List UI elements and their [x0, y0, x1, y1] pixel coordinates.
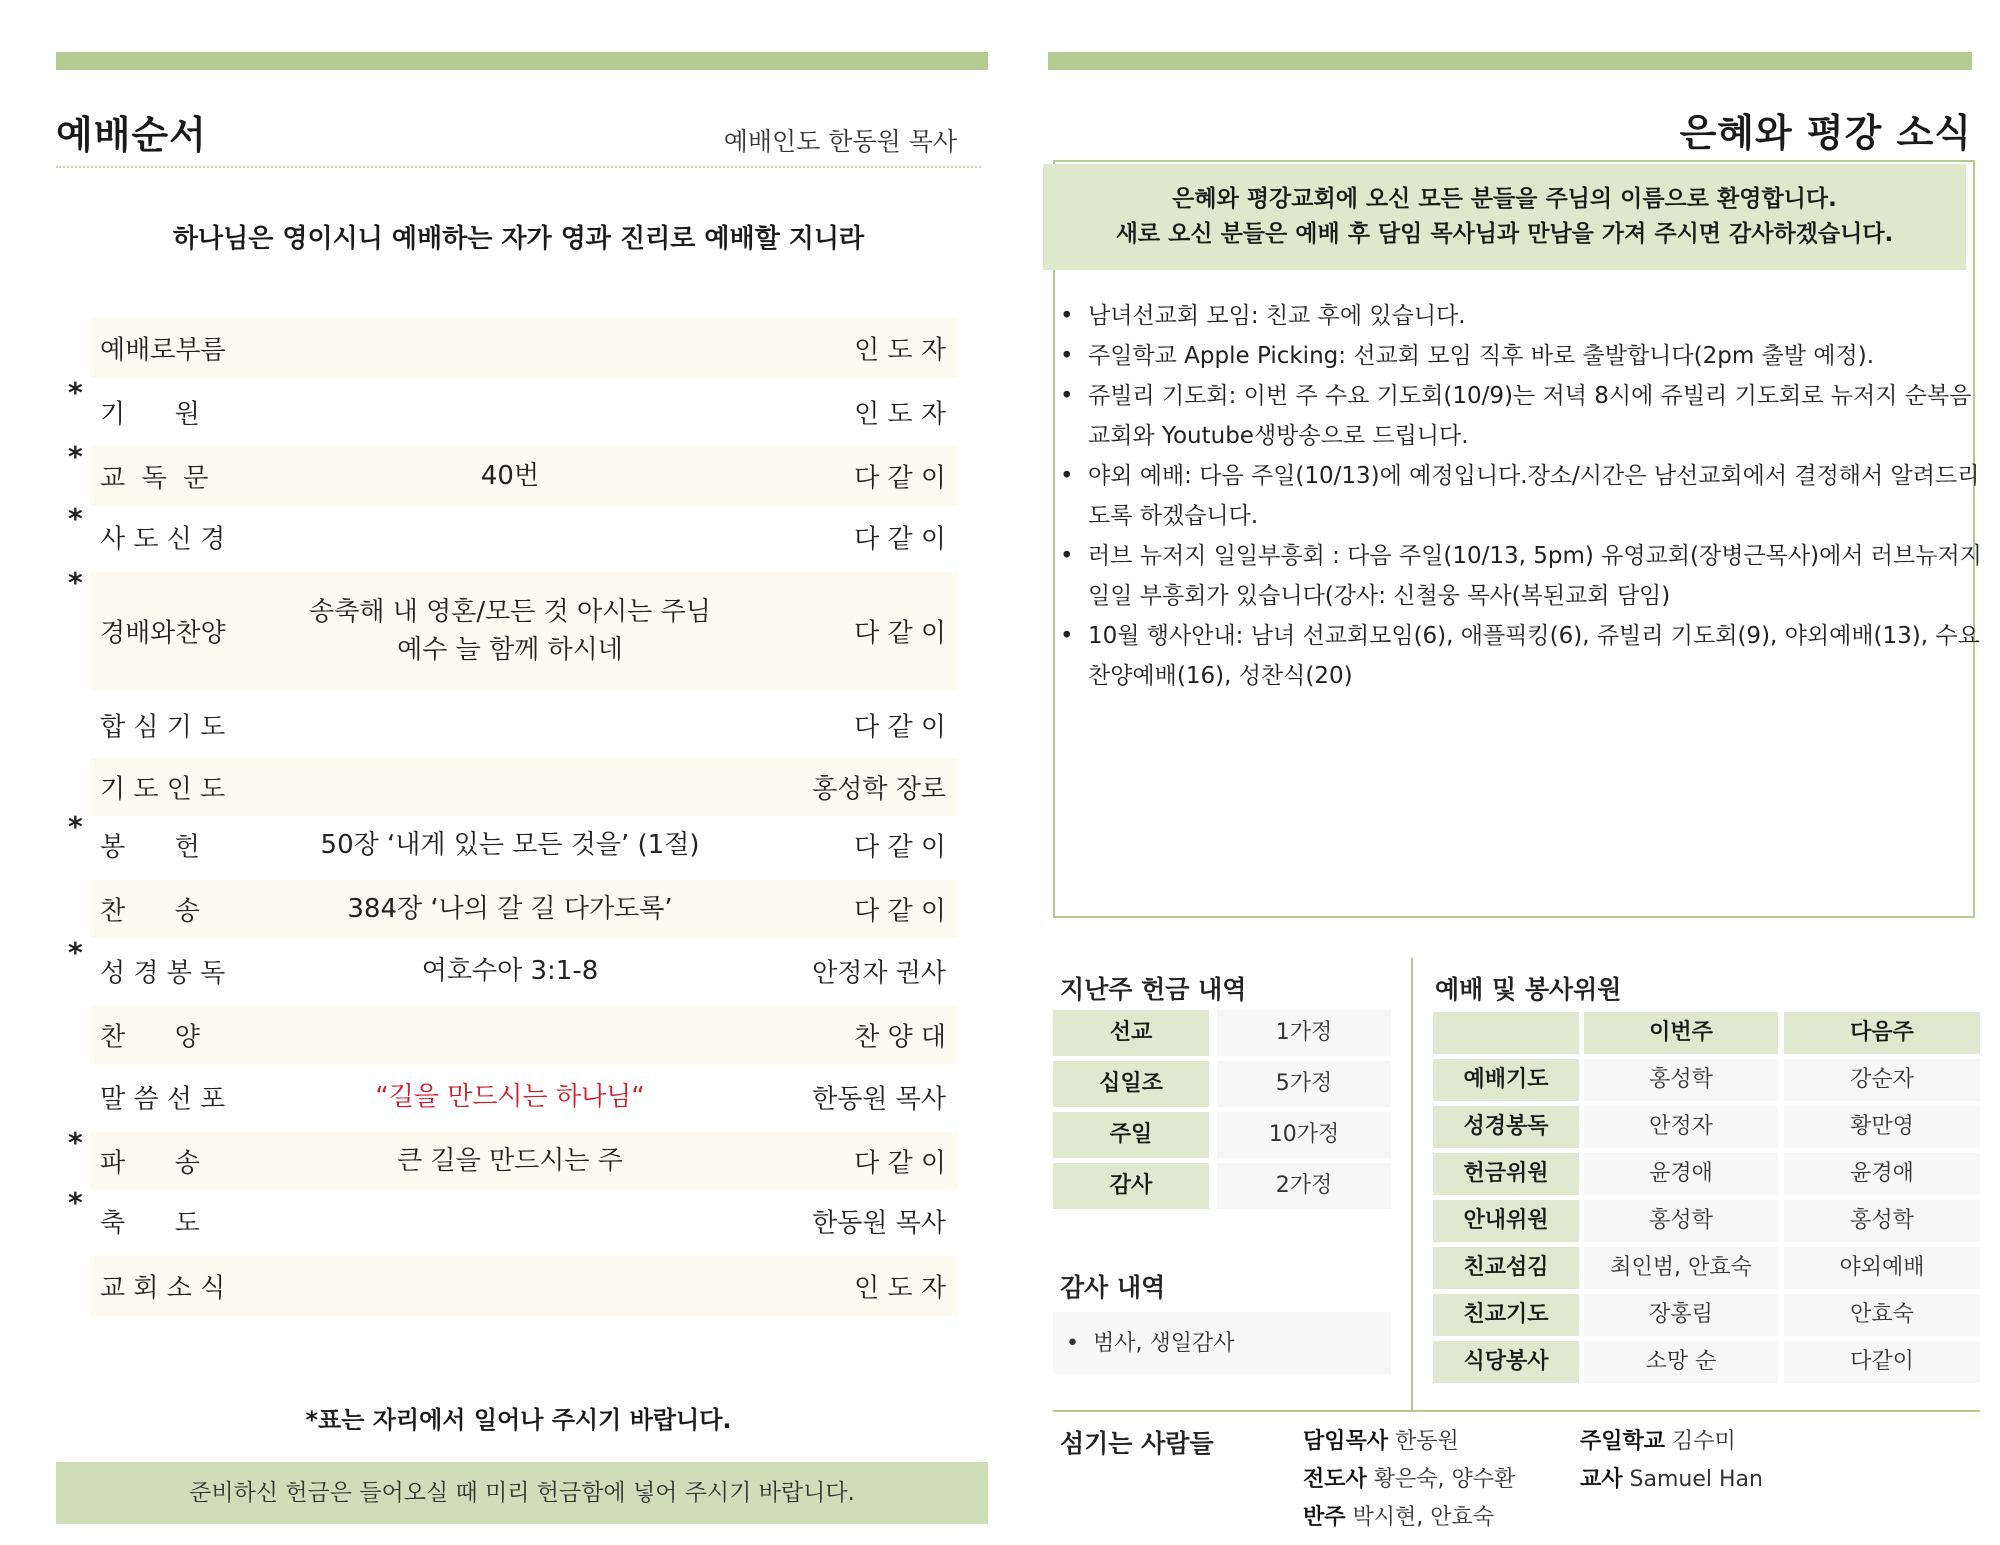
order-row — [68, 566, 958, 690]
stand-note: *표는 자리에서 일어나 주시기 바랍니다. — [305, 1406, 732, 1434]
offering-row — [1053, 1112, 1391, 1158]
order-item-name: 기 원 — [100, 399, 200, 430]
order-item-leader: 한동원 목사 — [812, 1208, 946, 1239]
news-item: • 10월 행사안내: 남녀 선교회모임(6), 애플픽킹(6), 쥬빌리 기도회(9), 야외예배(13), 수요 찬양예배(16), 성찬식(20) — [1060, 623, 1980, 689]
order-item-name: 성 경 봉 독 — [100, 958, 226, 989]
staff-divider — [1053, 1410, 1980, 1412]
staff-section-title: 섬기는 사람들 — [1060, 1429, 1214, 1458]
order-row — [90, 880, 958, 938]
order-item-name: 파 송 — [100, 1148, 200, 1179]
order-item-content: 송축해 내 영혼/모든 것 아시는 주님 예수 늘 함께 하시네 — [309, 597, 711, 665]
stand-marker: * — [68, 502, 83, 535]
order-item-leader: 다 같 이 — [854, 618, 946, 649]
stand-marker: * — [68, 376, 83, 409]
service-this-week: 홍성학 — [1584, 1200, 1778, 1242]
service-role: 성경봉독 — [1433, 1106, 1579, 1148]
service-header-this-week: 이번주 — [1584, 1012, 1778, 1054]
order-item-content: 50장 ‘내게 있는 모든 것을’ (1절) — [320, 830, 700, 860]
staff-entry: 교사 Samuel Han — [1580, 1467, 1763, 1492]
order-row — [68, 936, 958, 1000]
order-item-leader: 한동원 목사 — [812, 1084, 946, 1115]
order-item-leader: 인 도 자 — [854, 1273, 946, 1304]
order-item-name: 말 씀 선 포 — [100, 1084, 226, 1115]
order-row — [90, 758, 958, 816]
order-item-name: 경배와찬양 — [100, 618, 226, 649]
service-this-week: 안정자 — [1584, 1106, 1778, 1148]
offering-section-title: 지난주 헌금 내역 — [1060, 975, 1247, 1004]
news-item: • 주일학교 Apple Picking: 선교회 모임 직후 바로 출발합니다(2pm 출발 예정). — [1060, 343, 1874, 369]
order-item-leader: 찬 양 대 — [854, 1022, 946, 1053]
offering-row — [1053, 1010, 1391, 1056]
column-divider — [1411, 958, 1413, 1410]
welcome-banner — [1043, 164, 1966, 270]
order-item-leader: 홍성학 장로 — [812, 774, 946, 805]
news-item: • 러브 뉴저지 일일부흥회 : 다음 주일(10/13, 5pm) 유영교회(장병근목사)에서 러브뉴저지 일일 부흥회가 있습니다(강사: 신철웅 목사(복된교회 담임) — [1060, 543, 1982, 609]
order-item-content: 40번 — [480, 461, 540, 491]
welcome-line: 새로 오신 분들은 예배 후 담임 목사님과 만남을 가져 주시면 감사하겠습니다. — [1115, 221, 1894, 247]
order-item-leader: 다 같 이 — [854, 832, 946, 863]
news-item: • 쥬빌리 기도회: 이번 주 수요 기도회(10/9)는 저녁 8시에 쥬빌리 기도회로 뉴저지 순복음 교회와 Youtube생방송으로 드립니다. — [1060, 383, 1972, 449]
order-item-name: 찬 양 — [100, 1022, 200, 1053]
worship-leader: 예배인도 한동원 목사 — [723, 127, 957, 156]
left-top-bar — [56, 52, 988, 70]
order-row — [68, 502, 958, 566]
order-item-name: 찬 송 — [100, 896, 200, 927]
order-item-leader: 인 도 자 — [854, 335, 946, 366]
offering-note: 준비하신 헌금은 들어오실 때 미리 헌금함에 넣어 주시기 바랍니다. — [56, 1462, 988, 1524]
service-this-week: 장홍림 — [1584, 1294, 1778, 1336]
thanks-item: • 범사, 생일감사 — [1066, 1331, 1235, 1356]
order-row — [90, 1068, 958, 1126]
stand-marker: * — [68, 440, 83, 473]
order-row — [68, 376, 958, 442]
order-row — [90, 318, 958, 378]
offering-category: 선교 — [1053, 1010, 1209, 1056]
stand-marker: * — [68, 1126, 83, 1159]
offering-count: 10가정 — [1217, 1112, 1391, 1158]
offering-row — [1053, 1061, 1391, 1107]
offering-category: 감사 — [1053, 1163, 1209, 1209]
service-role: 안내위원 — [1433, 1200, 1579, 1242]
order-item-name: 예배로부름 — [100, 335, 226, 366]
service-role: 친교섬김 — [1433, 1247, 1579, 1289]
order-item-leader: 다 같 이 — [854, 712, 946, 743]
order-row — [90, 696, 958, 754]
offering-category: 십일조 — [1053, 1061, 1209, 1107]
order-row — [90, 1006, 958, 1064]
service-next-week: 야외예배 — [1784, 1247, 1980, 1289]
service-role: 예배기도 — [1433, 1059, 1579, 1101]
service-header-blank — [1433, 1012, 1579, 1054]
thanks-section-title: 감사 내역 — [1060, 1273, 1166, 1302]
news-list — [1060, 296, 1988, 696]
worship-order-title: 예배순서 — [56, 113, 207, 157]
order-item-leader: 다 같 이 — [854, 524, 946, 555]
offering-category: 주일 — [1053, 1112, 1209, 1158]
news-item: • 야외 예배: 다음 주일(10/13)에 예정입니다.장소/시간은 남선교회에서 결정해서 알려드리도록 하겠습니다. — [1060, 463, 1980, 529]
order-item-name: 합 심 기 도 — [100, 712, 226, 743]
sermon-title: “길을 만드시는 하나님“ — [375, 1082, 645, 1112]
staff-entry: 반주 박시현, 안효숙 — [1303, 1505, 1495, 1530]
order-item-content: 큰 길을 만드시는 주 — [397, 1146, 623, 1176]
theme-verse: 하나님은 영이시니 예배하는 자가 영과 진리로 예배할 지니라 — [172, 224, 865, 254]
order-item-name: 교 회 소 식 — [100, 1273, 226, 1304]
service-next-week: 윤경애 — [1784, 1153, 1980, 1195]
service-next-week: 강순자 — [1784, 1059, 1980, 1101]
service-header-next-week: 다음주 — [1784, 1012, 1980, 1054]
order-row — [68, 440, 958, 506]
order-item-leader: 다 같 이 — [854, 463, 946, 494]
welcome-line: 은혜와 평강교회에 오신 모든 분들을 주님의 이름으로 환영합니다. — [1172, 186, 1837, 212]
offering-count: 2가정 — [1217, 1163, 1391, 1209]
order-item-leader: 안정자 권사 — [812, 958, 946, 989]
divider — [56, 166, 981, 168]
order-row — [68, 1126, 958, 1190]
service-role: 식당봉사 — [1433, 1341, 1579, 1383]
service-this-week: 소망 순 — [1584, 1341, 1778, 1383]
stand-marker: * — [68, 566, 83, 599]
staff-entry: 담임목사 한동원 — [1303, 1429, 1459, 1454]
order-item-name: 축 도 — [100, 1208, 200, 1239]
service-section-title: 예배 및 봉사위원 — [1435, 975, 1622, 1004]
news-item: • 남녀선교회 모임: 친교 후에 있습니다. — [1060, 303, 1466, 329]
order-row — [90, 1256, 958, 1316]
service-this-week: 윤경애 — [1584, 1153, 1778, 1195]
offering-count: 5가정 — [1217, 1061, 1391, 1107]
order-item-leader: 인 도 자 — [854, 399, 946, 430]
stand-marker: * — [68, 936, 83, 969]
news-title: 은혜와 평강 소식 — [1679, 111, 1972, 155]
right-top-bar — [1048, 52, 1972, 70]
service-next-week: 홍성학 — [1784, 1200, 1980, 1242]
order-item-name: 기 도 인 도 — [100, 774, 226, 805]
order-item-leader: 다 같 이 — [854, 1148, 946, 1179]
service-role: 헌금위원 — [1433, 1153, 1579, 1195]
stand-marker: * — [68, 1186, 83, 1219]
service-this-week: 홍성학 — [1584, 1059, 1778, 1101]
order-item-leader: 다 같 이 — [854, 896, 946, 927]
offering-row — [1053, 1163, 1391, 1209]
order-row — [68, 810, 958, 874]
service-this-week: 최인범, 안효숙 — [1584, 1247, 1778, 1289]
stand-marker: * — [68, 810, 83, 843]
order-item-name: 봉 헌 — [100, 832, 200, 863]
order-item-content: 여호수아 3:1-8 — [421, 956, 599, 986]
order-item-name: 사 도 신 경 — [100, 524, 226, 555]
service-role: 친교기도 — [1433, 1294, 1579, 1336]
staff-entry: 전도사 황은숙, 양수환 — [1303, 1467, 1516, 1492]
service-next-week: 안효숙 — [1784, 1294, 1980, 1336]
staff-entry: 주일학교 김수미 — [1580, 1429, 1736, 1454]
offering-count: 1가정 — [1217, 1010, 1391, 1056]
service-next-week: 다같이 — [1784, 1341, 1980, 1383]
order-item-content: 384장 ‘나의 갈 길 다가도록’ — [347, 894, 673, 924]
order-row — [68, 1186, 958, 1250]
order-item-name: 교 독 문 — [100, 463, 209, 494]
service-next-week: 황만영 — [1784, 1106, 1980, 1148]
